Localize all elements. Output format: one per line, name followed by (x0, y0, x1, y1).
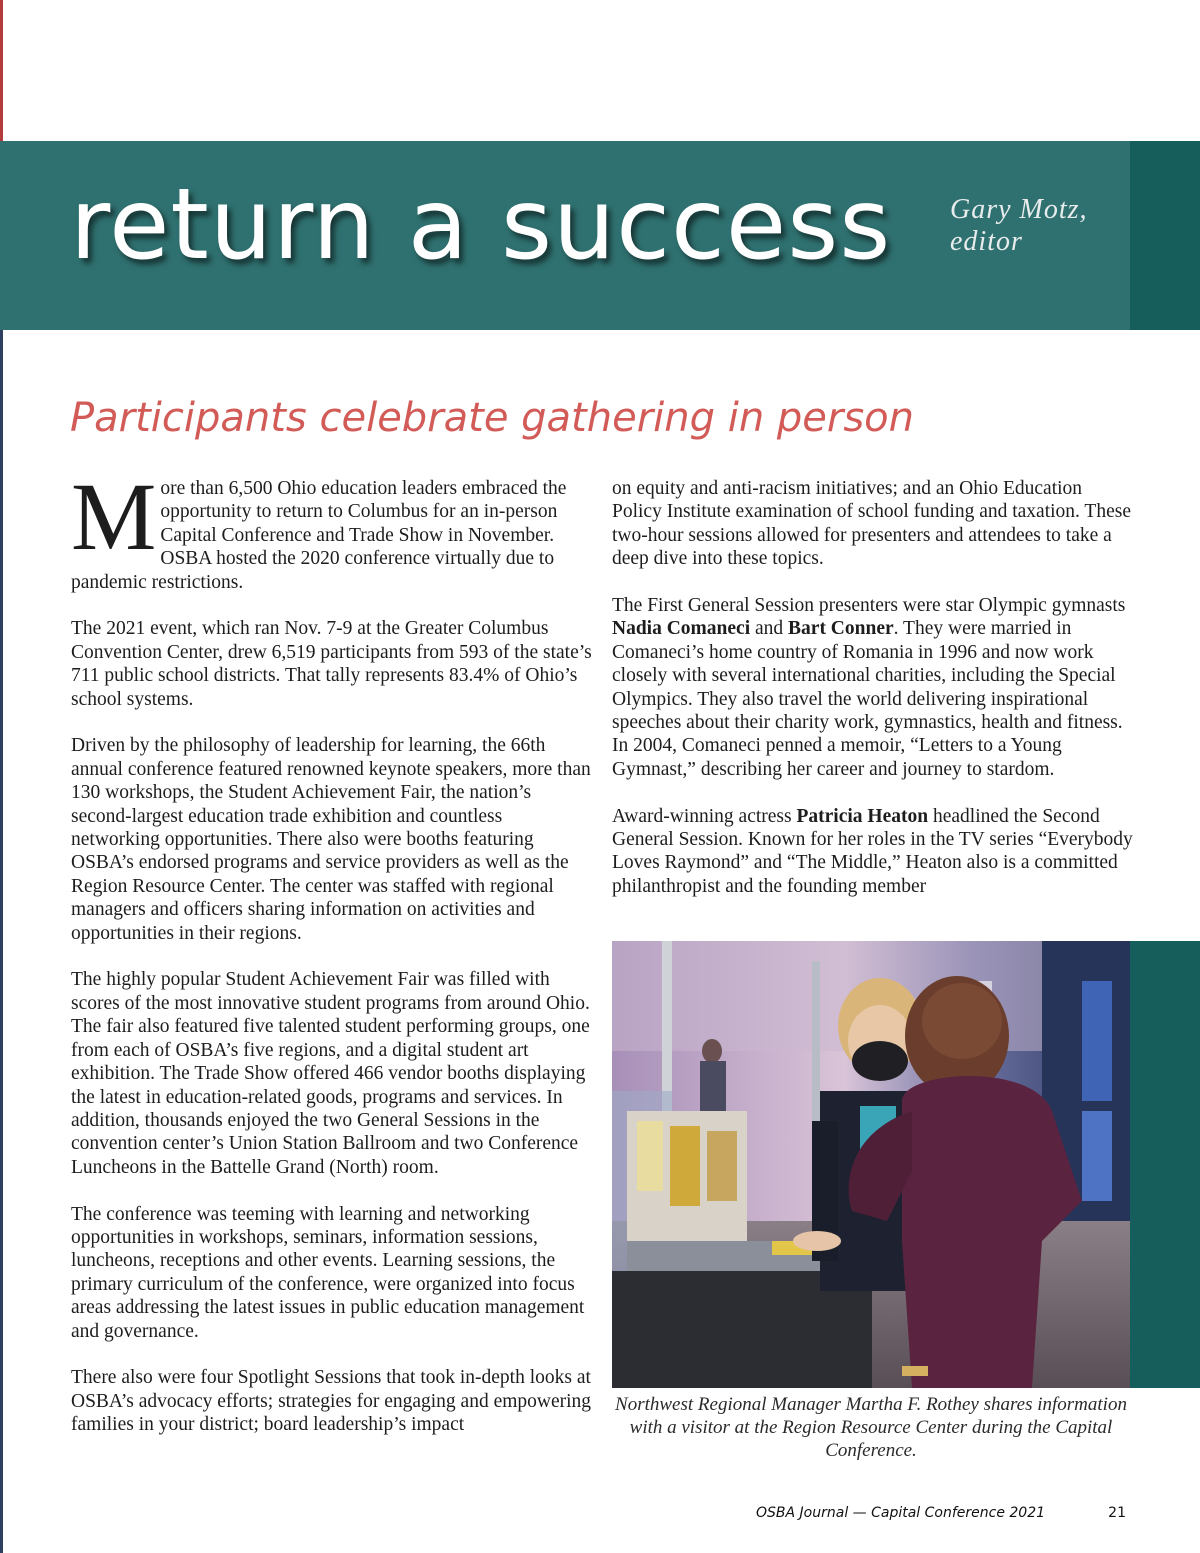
name-bart-conner: Bart Conner (788, 618, 894, 640)
article-photo (612, 941, 1130, 1388)
page-number: 21 (1108, 1505, 1126, 1521)
name-patricia-heaton: Patricia Heaton (796, 805, 929, 827)
paragraph-3: Driven by the philosophy of leadership for learning, the 66th annual conference featured renowned keynote speakers, more than 130 workshops, the Student Achievement Fair, the nation’s second-largest education trade exhibition and countless networking opportunities. There also were booths featuring OSBA’s endorsed programs and service providers as well as the Region Resource Center. The center was staffed with regional managers and officers sharing information on activities and opportunities in their regions. (71, 735, 591, 944)
article-column-left (71, 463, 593, 1460)
paragraph-1 (71, 463, 593, 594)
article-subhead: Participants celebrate gathering in person (70, 395, 915, 441)
left-accent-rule-bottom (0, 330, 3, 1553)
photo-accent-edge (1130, 941, 1200, 1388)
drop-cap: M (71, 463, 157, 570)
photo-caption: Northwest Regional Manager Martha F. Rothey shares information with a visitor at the Region Resource Center during the Capital Conference. (615, 1394, 1127, 1461)
paragraph-7-text-b: and (750, 618, 789, 640)
byline-role: editor (950, 226, 1023, 257)
name-nadia-comaneci: Nadia Comaneci (612, 618, 751, 640)
article-column-right (612, 477, 1134, 922)
byline (950, 194, 1120, 258)
paragraph-7-text-a: The First General Session presenters were star Olympic gymnasts (612, 595, 1126, 617)
paragraph-7 (612, 594, 1134, 781)
paragraph-5: The conference was teeming with learning and networking opportunities in workshops, seminars, information sessions, luncheons, receptions and other events. Learning sessions, the primary curriculum of the conference, were organized into focus areas addressing the latest issues in public education management and governance. (71, 1203, 585, 1342)
photo-illustration (612, 941, 1130, 1388)
title-banner-edge (1130, 141, 1200, 330)
byline-name: Gary Motz, (950, 194, 1088, 225)
paragraph-6-continued: on equity and anti-racism initiatives; and an Ohio Education Policy Institute examination of school funding and taxation. These two-hour sessions allowed for presenters and attendees to take a deep dive into these topics. (612, 478, 1131, 570)
left-accent-rule-top (0, 0, 3, 142)
paragraph-8-text-a: Award-winning actress (612, 805, 797, 827)
paragraph-7-text-c: . They were married in Comaneci’s home country of Romania in 1996 and now work closely with several international charities, including the Special Olympics. They also travel the world delivering inspirational speeches about their charity work, gymnastics, health and fitness. In 2004, Comaneci penned a memoir, “Letters to a Young Gymnast,” describing her career and journey to stardom. (612, 618, 1123, 780)
footer-journal-title: OSBA Journal — Capital Conference 2021 (756, 1505, 1046, 1521)
paragraph-8 (612, 805, 1134, 899)
paragraph-2: The 2021 event, which ran Nov. 7-9 at the Greater Columbus Convention Center, drew 6,519 participants from 593 of the state’s 711 public school districts. That tally represents 83.4% of Ohio’s school systems. (71, 618, 592, 710)
article-headline: return a success (70, 168, 892, 282)
paragraph-8-text-b: headlined the Second General Session. Known for her roles in the TV series “Everybody Loves Raymond” and “The Middle,” Heaton also is a committed philanthropist and the founding member (612, 805, 1133, 897)
paragraph-1-text: ore than 6,500 Ohio education leaders embraced the opportunity to return to Columbus for an in-person Capital Conference and Trade Show in November. OSBA hosted the 2020 conference virtually due to pandemic restrictions. (71, 478, 567, 593)
paragraph-4: The highly popular Student Achievement Fair was filled with scores of the most innovative student programs from around Ohio. The fair also featured five talented student performing groups, one from each of OSBA’s five regions, and a digital student art exhibition. The Trade Show offered 466 vendor booths displaying the latest in education-related goods, programs and services. In addition, thousands enjoyed the two General Sessions in the convention center’s Union Station Ballroom and two Conference Luncheons in the Battelle Grand (North) room. (71, 969, 590, 1178)
paragraph-6: There also were four Spotlight Sessions that took in-depth looks at OSBA’s advocacy efforts; strategies for engaging and empowering families in your district; board leadership’s impact (71, 1367, 592, 1436)
